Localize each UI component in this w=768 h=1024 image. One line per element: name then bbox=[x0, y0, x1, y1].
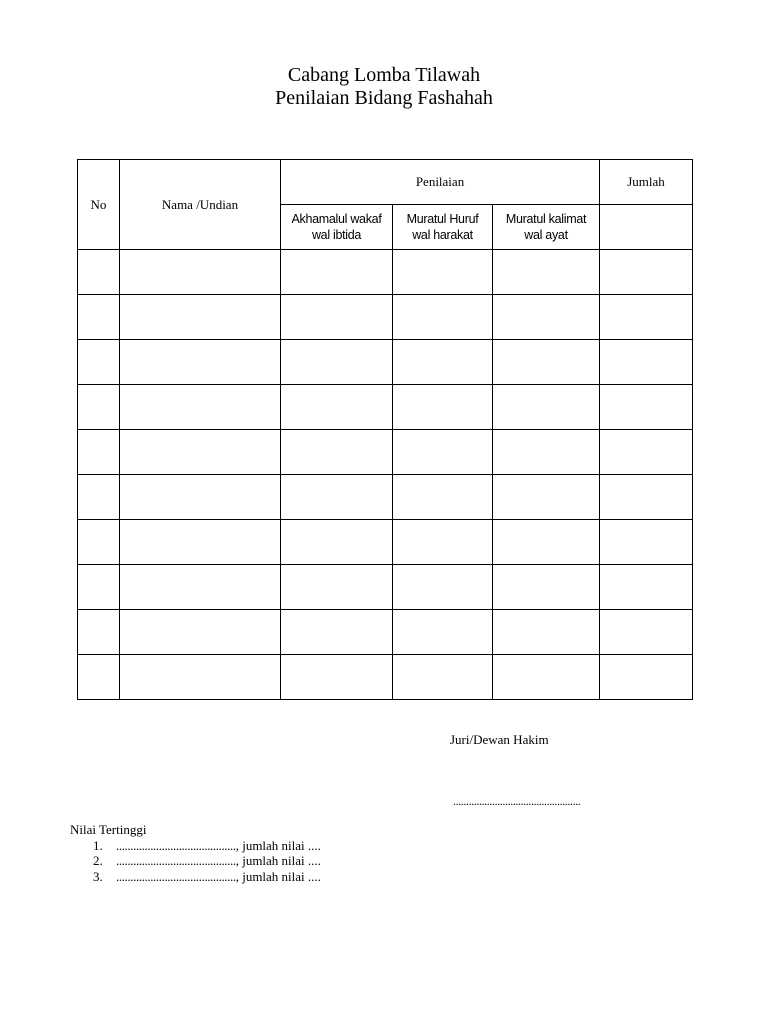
cell-akhamalul bbox=[281, 520, 393, 565]
cell-jumlah bbox=[600, 475, 693, 520]
header-akhamalul-wakaf bbox=[281, 205, 393, 250]
cell-no bbox=[78, 565, 120, 610]
table-row bbox=[78, 610, 693, 655]
cell-akhamalul bbox=[281, 655, 393, 700]
table-row bbox=[78, 295, 693, 340]
cell-jumlah bbox=[600, 340, 693, 385]
cell-akhamalul bbox=[281, 250, 393, 295]
signature-line: ................................................. bbox=[453, 794, 581, 808]
cell-muratul-huruf bbox=[393, 295, 493, 340]
cell-no bbox=[78, 250, 120, 295]
rank-item bbox=[93, 838, 321, 854]
rank-dots: .......................................... bbox=[116, 853, 236, 868]
cell-muratul-kalimat bbox=[493, 250, 600, 295]
rank-suffix: , jumlah nilai .... bbox=[235, 853, 321, 868]
cell-muratul-kalimat bbox=[493, 295, 600, 340]
cell-akhamalul bbox=[281, 295, 393, 340]
cell-muratul-huruf bbox=[393, 520, 493, 565]
cell-muratul-kalimat bbox=[493, 565, 600, 610]
header-muratul-kalimat-line1: Muratul kalimat bbox=[505, 212, 587, 226]
table-row bbox=[78, 385, 693, 430]
cell-nama bbox=[120, 295, 281, 340]
table-row bbox=[78, 520, 693, 565]
cell-nama bbox=[120, 250, 281, 295]
cell-muratul-huruf bbox=[393, 385, 493, 430]
rank-item bbox=[93, 869, 321, 885]
cell-akhamalul bbox=[281, 610, 393, 655]
cell-jumlah bbox=[600, 655, 693, 700]
rank-dots: .......................................... bbox=[116, 869, 236, 884]
cell-no bbox=[78, 385, 120, 430]
cell-no bbox=[78, 655, 120, 700]
cell-akhamalul bbox=[281, 385, 393, 430]
cell-muratul-huruf bbox=[393, 340, 493, 385]
rank-item bbox=[93, 853, 321, 869]
rank-number: 3. bbox=[93, 869, 103, 884]
cell-muratul-huruf bbox=[393, 475, 493, 520]
header-muratul-huruf-line1: Muratul Huruf bbox=[406, 212, 479, 226]
cell-no bbox=[78, 610, 120, 655]
cell-nama bbox=[120, 565, 281, 610]
header-muratul-kalimat-line2: wal ayat bbox=[524, 228, 568, 242]
table-row bbox=[78, 565, 693, 610]
cell-akhamalul bbox=[281, 475, 393, 520]
cell-muratul-huruf bbox=[393, 430, 493, 475]
cell-jumlah bbox=[600, 250, 693, 295]
cell-no bbox=[78, 295, 120, 340]
cell-no bbox=[78, 430, 120, 475]
rank-suffix: , jumlah nilai .... bbox=[235, 838, 321, 853]
cell-muratul-huruf bbox=[393, 565, 493, 610]
cell-jumlah bbox=[600, 385, 693, 430]
table-row bbox=[78, 430, 693, 475]
table-row bbox=[78, 250, 693, 295]
cell-muratul-huruf bbox=[393, 610, 493, 655]
cell-nama bbox=[120, 430, 281, 475]
cell-jumlah bbox=[600, 610, 693, 655]
rank-dots: .......................................... bbox=[116, 838, 236, 853]
score-rows bbox=[78, 250, 693, 700]
cell-muratul-kalimat bbox=[493, 385, 600, 430]
cell-jumlah bbox=[600, 430, 693, 475]
score-table bbox=[77, 159, 693, 700]
cell-nama bbox=[120, 475, 281, 520]
table-row bbox=[78, 655, 693, 700]
cell-muratul-kalimat bbox=[493, 430, 600, 475]
cell-jumlah bbox=[600, 295, 693, 340]
header-muratul-huruf-line2: wal harakat bbox=[412, 228, 473, 242]
cell-muratul-huruf bbox=[393, 655, 493, 700]
cell-jumlah bbox=[600, 565, 693, 610]
cell-muratul-kalimat bbox=[493, 340, 600, 385]
header-akhamalul-line2: wal ibtida bbox=[311, 228, 362, 242]
form-subtitle: Penilaian Bidang Fashahah bbox=[275, 87, 493, 109]
juri-label: Juri/Dewan Hakim bbox=[450, 732, 549, 747]
header-akhamalul-line1: Akhamalul wakaf bbox=[291, 212, 382, 226]
header-no: No bbox=[78, 160, 120, 250]
header-nama: Nama /Undian bbox=[120, 160, 281, 250]
cell-akhamalul bbox=[281, 340, 393, 385]
cell-no bbox=[78, 520, 120, 565]
cell-akhamalul bbox=[281, 565, 393, 610]
cell-muratul-kalimat bbox=[493, 475, 600, 520]
cell-muratul-kalimat bbox=[493, 610, 600, 655]
cell-nama bbox=[120, 385, 281, 430]
header-jumlah-empty bbox=[600, 205, 693, 250]
cell-akhamalul bbox=[281, 430, 393, 475]
header-jumlah: Jumlah bbox=[600, 160, 693, 205]
nilai-title: Nilai Tertinggi bbox=[70, 822, 147, 837]
table-row bbox=[78, 475, 693, 520]
cell-muratul-kalimat bbox=[493, 655, 600, 700]
rank-number: 1. bbox=[93, 838, 103, 853]
rank-number: 2. bbox=[93, 853, 103, 868]
cell-no bbox=[78, 475, 120, 520]
cell-nama bbox=[120, 655, 281, 700]
form-title: Cabang Lomba Tilawah bbox=[287, 64, 481, 86]
table-row bbox=[78, 340, 693, 385]
cell-muratul-huruf bbox=[393, 250, 493, 295]
header-penilaian: Penilaian bbox=[281, 160, 600, 205]
cell-no bbox=[78, 340, 120, 385]
rank-suffix: , jumlah nilai .... bbox=[235, 869, 321, 884]
header-muratul-huruf bbox=[393, 205, 493, 250]
cell-jumlah bbox=[600, 520, 693, 565]
cell-nama bbox=[120, 610, 281, 655]
cell-nama bbox=[120, 340, 281, 385]
header-muratul-kalimat bbox=[493, 205, 600, 250]
cell-muratul-kalimat bbox=[493, 520, 600, 565]
cell-nama bbox=[120, 520, 281, 565]
